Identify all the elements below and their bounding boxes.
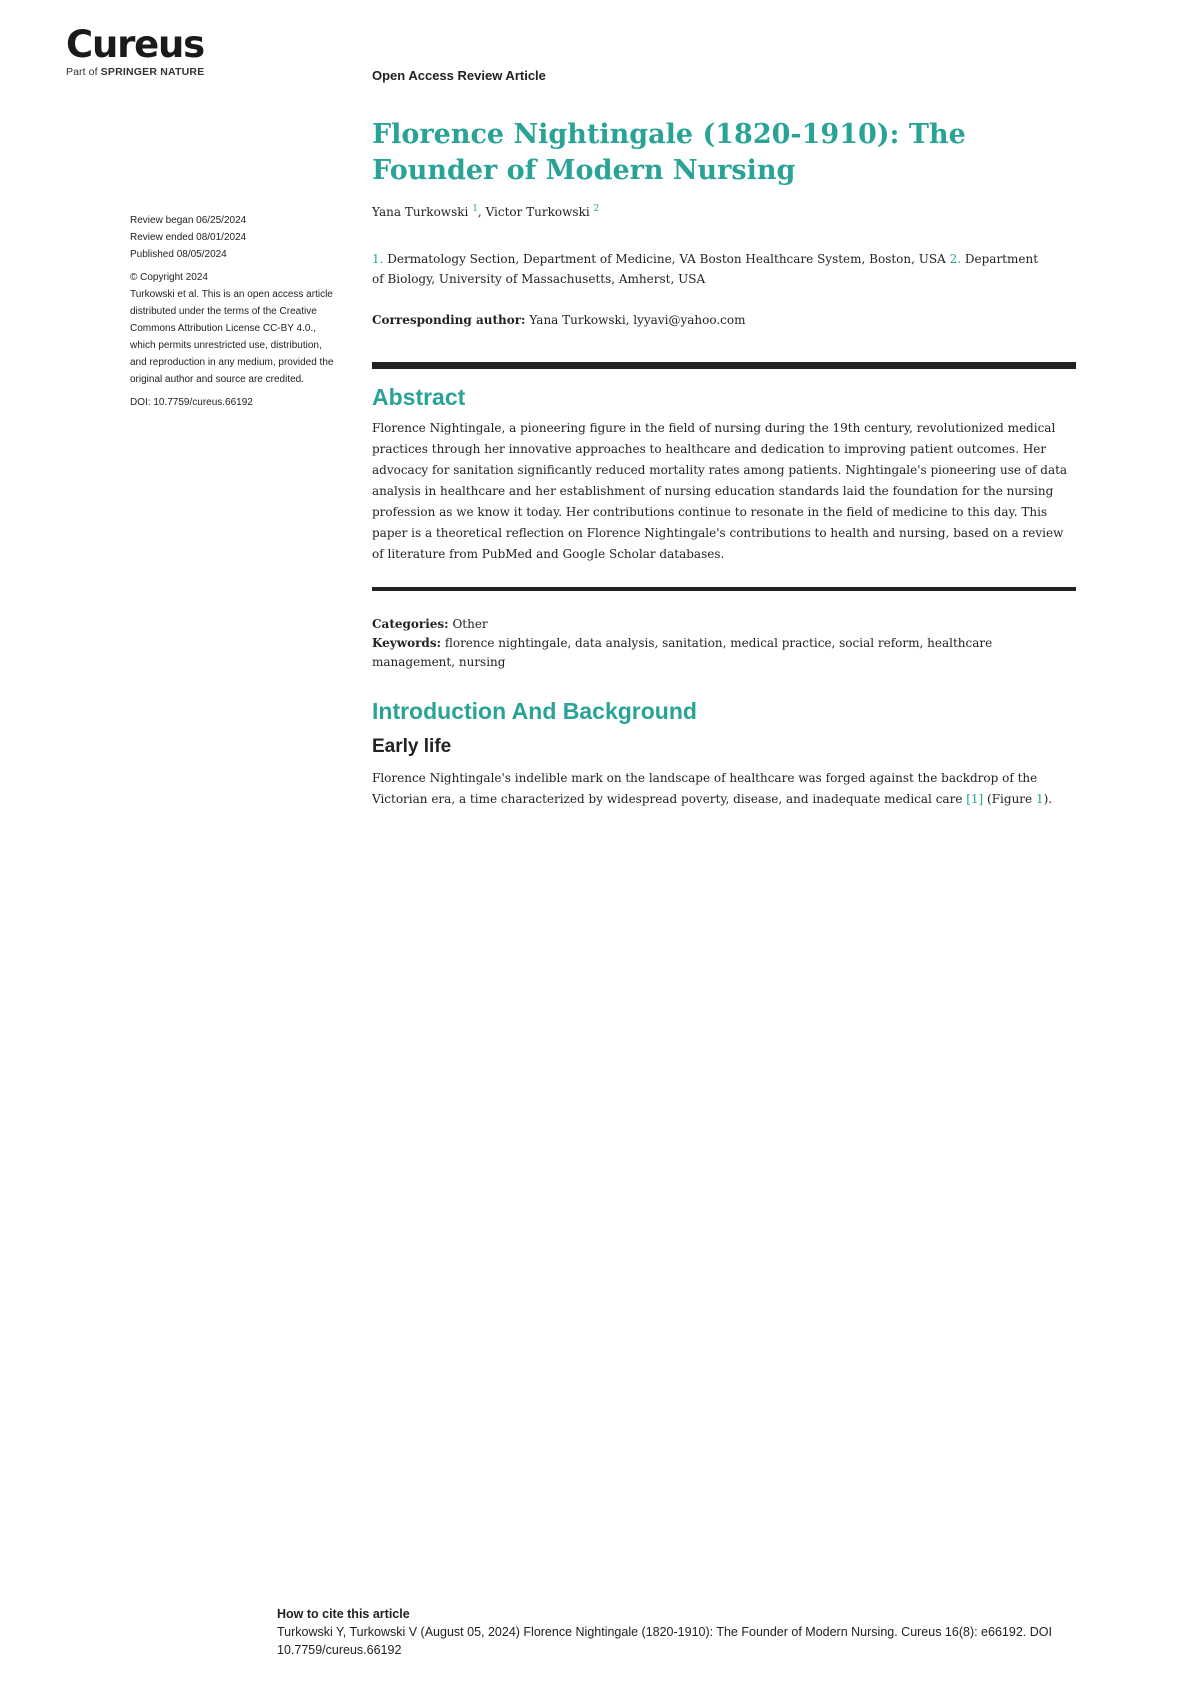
article-sidebar: [130, 212, 340, 411]
citation-link[interactable]: [1]: [966, 792, 984, 806]
keywords-label: Keywords:: [372, 636, 442, 650]
early-life-subheading: Early life: [372, 736, 452, 757]
corresponding-author: [372, 313, 746, 327]
keywords-line: [372, 634, 1076, 672]
categories-label: Categories:: [372, 617, 449, 631]
introduction-paragraph: [372, 768, 1076, 810]
article-type-label: Open Access Review Article: [372, 68, 546, 83]
logo-part-of: Part of: [66, 66, 98, 78]
affiliation-text: Department of Biology, University of Massachusetts, Amherst, USA: [372, 252, 1039, 286]
affiliation-text: Dermatology Section, Department of Medicine, VA Boston Healthcare System, Boston, USA: [387, 252, 946, 266]
intro-text-mid: (Figure: [983, 792, 1036, 806]
categories-value: Other: [452, 617, 488, 631]
author-affiliation-ref[interactable]: 2: [593, 204, 600, 214]
sidebar-doi[interactable]: DOI: 10.7759/cureus.66192: [130, 397, 253, 408]
corresponding-label: Corresponding author:: [372, 313, 526, 327]
author-name[interactable]: Victor Turkowski: [485, 205, 590, 219]
author-affiliation-ref[interactable]: 1: [472, 204, 478, 214]
section-divider: [372, 362, 1076, 369]
logo-subtitle: [66, 66, 236, 78]
intro-text-after: ).: [1043, 792, 1053, 806]
license-text: Turkowski et al. This is an open access article distributed under the terms of the Creative Commons Attribution License CC-BY 4.0., which permits unrestricted use, distribution, and reproduction in any medium, provided the original author and source are credited.: [130, 289, 334, 385]
abstract-heading: Abstract: [372, 384, 466, 410]
copyright-line: © Copyright 2024: [130, 272, 208, 283]
author-list: Yana Turkowski $^1$, Victor Turkowski $^2$: [372, 204, 600, 219]
article-title: Florence Nightingale (1820-1910): The Founder of Modern Nursing: [372, 119, 966, 186]
article-metadata: [372, 615, 1076, 672]
logo-brand: SPRINGER NATURE: [100, 66, 205, 78]
citation-text: Turkowski Y, Turkowski V (August 05, 2024) Florence Nightingale (1820-1910): The Founder of Modern Nursing. Cureus 16(8): e66192. DOI 10.7759/cureus.66192: [277, 1625, 1052, 1657]
abstract-text: Florence Nightingale, a pioneering figure in the field of nursing during the 19th century, revolutionized medical practices through her innovative approaches to healthcare and dedication to improving patient outcomes. Her advocacy for sanitation significantly reduced mortality rates among patients. Nightingale's pioneering use of data analysis in healthcare and her establishment of nursing education standards laid the foundation for the nursing profession as we know it today. Her contributions continue to resonate in the field of medicine to this day. This paper is a theoretical reflection on Florence Nightingale's contributions to health and nursing, based on a review of literature from PubMed and Google Scholar databases.: [372, 421, 1068, 561]
logo-wordmark: Cureus: [66, 23, 204, 66]
review-ended: Review ended 08/01/2024: [130, 232, 247, 243]
cureus-logo[interactable]: [66, 23, 236, 78]
corresponding-value[interactable]: Yana Turkowski, lyyavi@yahoo.com: [529, 313, 746, 327]
affiliation-number: 2.: [949, 252, 962, 266]
section-divider: [372, 587, 1076, 591]
figure-link[interactable]: 1: [1035, 792, 1044, 806]
how-to-cite: [277, 1605, 1117, 1659]
review-began: Review began 06/25/2024: [130, 215, 247, 226]
keywords-value: florence nightingale, data analysis, sanitation, medical practice, social reform, healthcare management, nursing: [372, 636, 993, 669]
intro-text-before: Florence Nightingale's indelible mark on the landscape of healthcare was forged against the backdrop of the Victorian era, a time characterized by widespread poverty, disease, and inadequate medical care: [372, 771, 1038, 806]
affiliation-number: 1.: [372, 252, 384, 266]
how-to-cite-heading: How to cite this article: [277, 1607, 410, 1621]
introduction-heading: Introduction And Background: [372, 698, 697, 724]
categories-line: [372, 615, 1076, 634]
author-name[interactable]: Yana Turkowski: [372, 205, 469, 219]
published-date: Published 08/05/2024: [130, 249, 227, 260]
affiliations: [372, 249, 1048, 289]
